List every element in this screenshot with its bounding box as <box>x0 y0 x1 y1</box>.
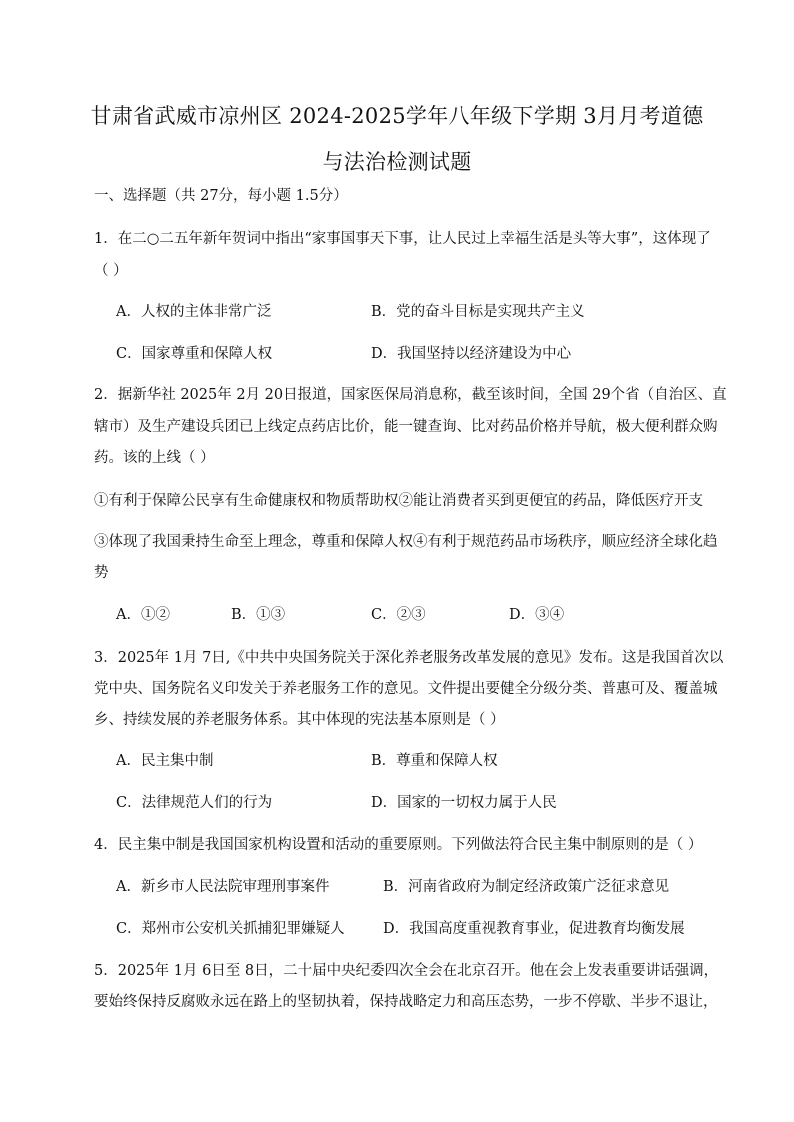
question-3-line-1: 3．2025年 1月 7日,《中共中央国务院关于深化养老服务改革发展的意见》发布。这是我国首次以 <box>94 650 724 666</box>
question-1-option-b: B．党的奋斗目标是实现共产主义 <box>371 304 585 320</box>
question-4-option-d: D．我国高度重视教育事业，促进教育均衡发展 <box>383 921 685 937</box>
question-2-statement-1-2: ①有利于保障公民享有生命健康权和物质帮助权②能让消费者买到更便宜的药品，降低医疗开支 <box>94 493 703 509</box>
question-3-option-c: C．法律规范人们的行为 <box>116 795 273 811</box>
question-1-option-c: C．国家尊重和保障人权 <box>116 346 273 362</box>
question-4-line-1: 4．民主集中制是我国国家机构设置和活动的重要原则。下列做法符合民主集中制原则的是（ ） <box>94 837 703 853</box>
question-2-line-2: 辖市）及生产建设兵团已上线定点药店比价，能一键查询、比对药品价格并导航，极大便利群众购 <box>94 419 718 435</box>
exam-title-line-1: 甘肃省武威市凉州区 2024-2025学年八年级下学期 3月月考道德 <box>90 104 704 128</box>
question-2-line-3: 药。该的上线（ ） <box>94 450 215 466</box>
question-5-line-1: 5．2025年 1月 6日至 8日，二十届中央纪委四次全会在北京召开。他在会上发表重要讲话强调， <box>94 963 719 979</box>
question-1-line-1: 1．在二○二五年新年贺词中指出“家事国事天下事，让人民过上幸福生活是头等大事”，这体现了 <box>94 231 711 247</box>
question-1-line-2: （ ） <box>94 263 128 279</box>
question-2-statement-3-4: ③体现了我国秉持生命至上理念，尊重和保障人权④有利于规范药品市场秩序，顺应经济全球化趋 <box>94 534 718 550</box>
exam-title-line-2: 与法治检测试题 <box>322 150 472 174</box>
question-3-line-2: 党中央、国务院名义印发关于养老服务工作的意见。文件提出要健全分级分类、普惠可及、覆盖城 <box>94 681 718 697</box>
question-4-option-a: A．新乡市人民法院审理刑事案件 <box>116 879 330 895</box>
question-2-option-a: A．①② <box>116 607 170 623</box>
question-4-option-c: C．郑州市公安机关抓捕犯罪嫌疑人 <box>116 921 345 937</box>
question-2-option-b: B．①③ <box>231 607 286 623</box>
section-heading: 一、选择题（共 27分，每小题 1.5分） <box>94 188 348 204</box>
question-3-option-d: D．国家的一切权力属于人民 <box>371 795 557 811</box>
question-3-option-b: B．尊重和保障人权 <box>371 753 498 769</box>
question-2-option-d: D．③④ <box>509 607 565 623</box>
question-2-option-c: C．②③ <box>371 607 426 623</box>
question-2-statement-continued: 势 <box>94 565 109 581</box>
question-1-option-d: D．我国坚持以经济建设为中心 <box>371 346 572 362</box>
question-5-line-2: 要始终保持反腐败永远在路上的坚韧执着，保持战略定力和高压态势，一步不停歇、半步不退让， <box>94 994 718 1010</box>
question-1-option-a: A．人权的主体非常广泛 <box>116 304 272 320</box>
question-3-option-a: A．民主集中制 <box>116 753 214 769</box>
question-2-line-1: 2．据新华社 2025年 2月 20日报道，国家医保局消息称，截至该时间，全国 29个省（自治区、直 <box>94 387 727 403</box>
question-3-line-3: 乡、持续发展的养老服务体系。其中体现的宪法基本原则是（ ） <box>94 712 505 728</box>
question-4-option-b: B．河南省政府为制定经济政策广泛征求意见 <box>383 879 670 895</box>
